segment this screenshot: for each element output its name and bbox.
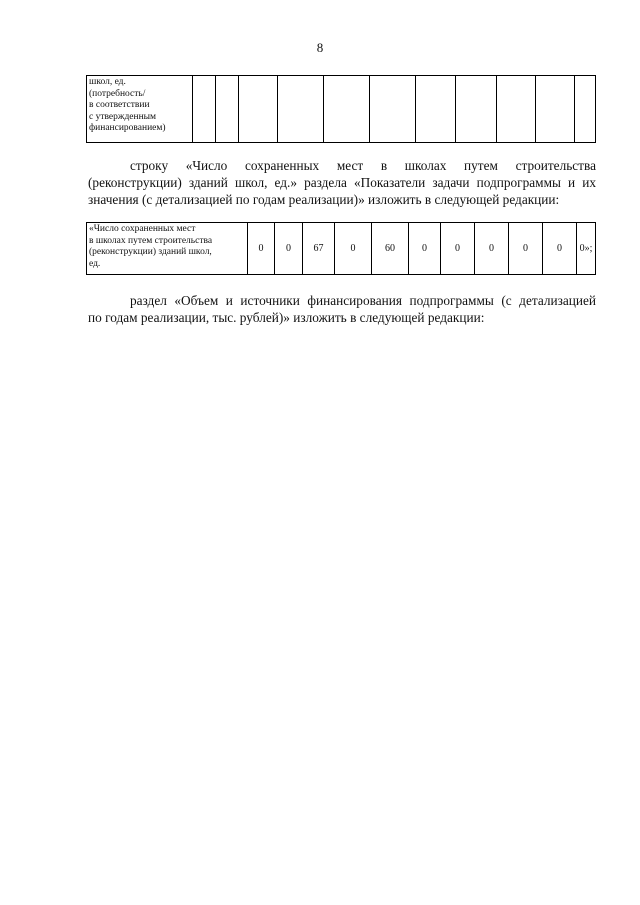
empty-cell xyxy=(216,76,239,143)
row-label-line: (потребность/ xyxy=(89,88,146,99)
empty-cell xyxy=(193,76,216,143)
empty-cell xyxy=(536,76,575,143)
indicator-table xyxy=(86,222,596,275)
row-label-line: школ, ед. xyxy=(89,77,126,87)
empty-cell xyxy=(239,76,278,143)
value-cell: 0 xyxy=(509,223,543,275)
row-label-cell xyxy=(87,223,248,275)
value-cell: 0 xyxy=(543,223,577,275)
row-label-line: ед. xyxy=(89,258,101,269)
value-cell: 67 xyxy=(303,223,335,275)
indicator-table-continued xyxy=(86,75,596,143)
row-label-cell xyxy=(87,76,193,143)
value-cell: 0 xyxy=(409,223,441,275)
paragraph-line: раздел «Объем и источники финансирования подпрограммы (с детализацией xyxy=(130,293,596,308)
empty-cell xyxy=(278,76,324,143)
empty-cell xyxy=(416,76,456,143)
row-label-line: в школах путем строительства xyxy=(89,235,213,246)
paragraph-line: по годам реализации, тыс. рублей)» изложить в следующей редакции: xyxy=(88,310,485,325)
empty-cell xyxy=(456,76,497,143)
empty-cell xyxy=(497,76,536,143)
paragraph-2 xyxy=(88,292,596,326)
value-cell: 0 xyxy=(441,223,475,275)
row-label-line: с утвержденным xyxy=(89,111,157,122)
row-label-line: финансированием) xyxy=(89,123,166,134)
empty-cell xyxy=(575,76,596,143)
value-cell: 0»; xyxy=(577,223,596,275)
page-number: 8 xyxy=(316,40,324,55)
paragraph-1 xyxy=(88,157,596,208)
paragraph-line: (реконструкции) зданий школ, ед.» раздела «Показатели задачи подпрограммы и их xyxy=(88,175,596,190)
row-label-line: в соответствии xyxy=(89,100,150,111)
row-label-line: «Число сохраненных мест xyxy=(89,224,196,234)
value-cell: 60 xyxy=(372,223,409,275)
paragraph-line: значения (с детализацией по годам реализации)» изложить в следующей редакции: xyxy=(88,192,560,207)
empty-cell xyxy=(370,76,416,143)
value-cell: 0 xyxy=(248,223,275,275)
value-cell: 0 xyxy=(475,223,509,275)
value-cell: 0 xyxy=(335,223,372,275)
value-cell: 0 xyxy=(275,223,303,275)
empty-cell xyxy=(324,76,370,143)
paragraph-line: строку «Число сохраненных мест в школах путем строительства xyxy=(130,158,596,173)
row-label-line: (реконструкции) зданий школ, xyxy=(89,247,212,258)
